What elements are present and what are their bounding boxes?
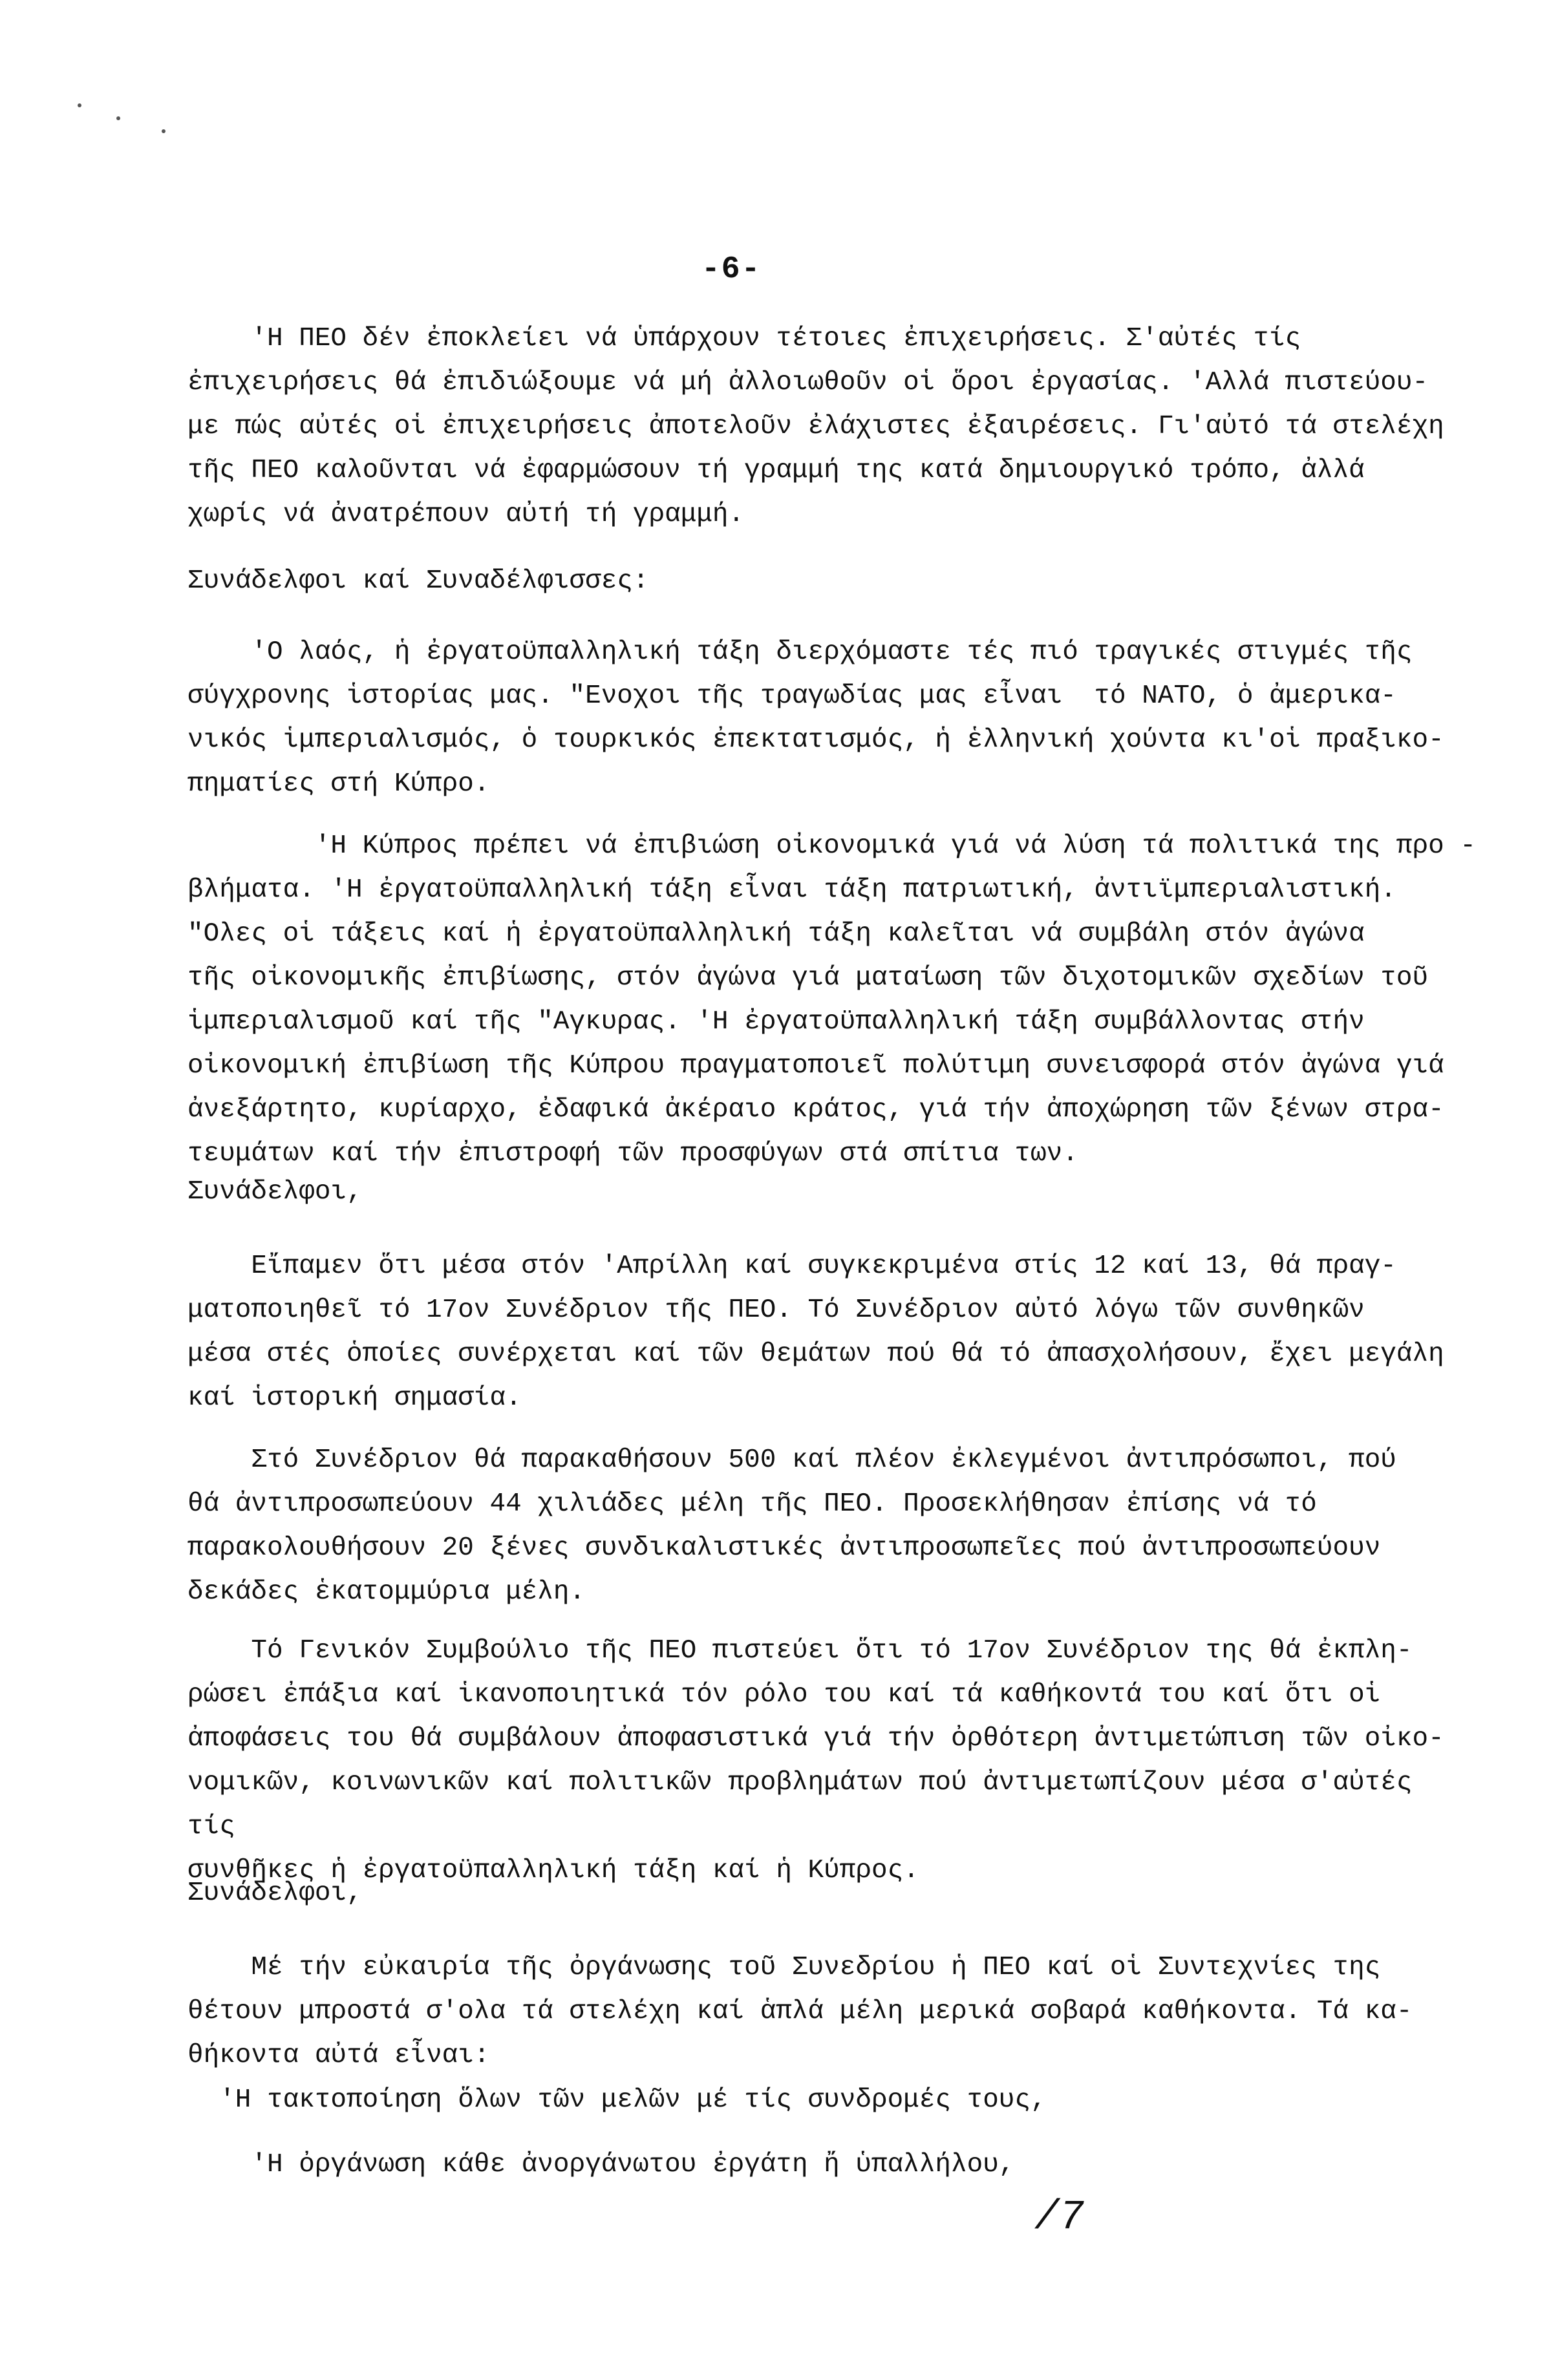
salutation-1 (187, 559, 1468, 603)
text-line: βλήματα. 'Η ἐργατοϋπαλληλική τάξη εἶναι τάξη πατριωτική, ἀντιϊμπεριαλιστική. (187, 875, 1396, 905)
text-line: θά ἀντιπροσωπεύουν 44 χιλιάδες μέλη τῆς ΠΕΟ. Προσεκλήθησαν ἐπίσης νά τό (187, 1489, 1317, 1519)
text-line: "Ολες οἱ τάξεις καί ἡ ἐργατοϋπαλληλική τάξη καλεῖται νά συμβάλη στόν ἀγώνα (187, 919, 1365, 949)
text-line: ματοποιηθεῖ τό 17ον Συνέδριον τῆς ΠΕΟ. Τό Συνέδριον αὐτό λόγω τῶν συνθηκῶν (187, 1295, 1365, 1325)
text-line: μέσα στές ὁποίες συνέρχεται καί τῶν θεμάτων πού θά τό ἀπασχολήσουν, ἔχει μεγάλη (187, 1339, 1444, 1369)
text-line: Τό Γενικόν Συμβούλιο τῆς ΠΕΟ πιστεύει ὅτι τό 17ον Συνέδριον της θά ἐκπλη- (187, 1636, 1413, 1666)
paragraph-economic-survival (187, 824, 1476, 1176)
text-line: Μέ τήν εὐκαιρία τῆς ὀργάνωσης τοῦ Συνεδρίου ἡ ΠΕΟ καί οἱ Συντεχνίες της (187, 1953, 1381, 1982)
text-line: τευμάτων καί τήν ἐπιστροφή τῶν προσφύγων στά σπίτια των. (187, 1139, 1078, 1169)
text-line: νομικῶν, κοινωνικῶν καί πολιτικῶν προβλημάτων πού ἀντιμετωπίζουν μέσα σ'αὐτές τίς (187, 1768, 1413, 1842)
text-line: ἀποφάσεις του θά συμβάλουν ἀποφασιστικά γιά τήν ὀρθότερη ἀντιμετώπιση τῶν οἰκο- (187, 1724, 1444, 1754)
text-line: θέτουν μπροστά σ'ολα τά στελέχη καί ἁπλά μέλη μερικά σοβαρά καθήκοντα. Τά κα- (187, 1997, 1413, 2026)
paragraph-exceptions (187, 317, 1468, 537)
text-line: οἰκονομική ἐπιβίωση τῆς Κύπρου πραγματοποιεῖ πολύτιμη συνεισφορά στόν ἀγώνα γιά (187, 1051, 1444, 1081)
text-line: καί ἱστορική σημασία. (187, 1383, 522, 1413)
text-line: χωρίς νά ἀνατρέπουν αὐτή τή γραμμή. (187, 500, 745, 529)
paragraph-duties (187, 1946, 1468, 2077)
text-line: παρακολουθήσουν 20 ξένες συνδικαλιστικές ἀντιπροσωπεῖες πού ἀντιπροσωπεύουν (187, 1533, 1381, 1563)
text-line: ἐπιχειρήσεις θά ἐπιδιώξουμε νά μή ἀλλοιωθοῦν οἱ ὅροι ἐργασίας. 'Αλλά πιστεύου- (187, 368, 1429, 398)
text-line: Συνάδελφοι καί Συναδέλφισσες: (187, 566, 649, 596)
text-line: Στό Συνέδριον θά παρακαθήσουν 500 καί πλέον ἐκλεγμένοι ἀντιπρόσωποι, πού (187, 1445, 1396, 1475)
paragraph-delegates (187, 1438, 1468, 1614)
text-line: τῆς οἰκονομικῆς ἐπιβίωσης, στόν ἀγώνα γιά ματαίωση τῶν διχοτομικῶν σχεδίων τοῦ (187, 963, 1429, 993)
text-line: θήκοντα αὐτά εἶναι: (187, 2041, 490, 2070)
next-page-marker: /7 (1034, 2194, 1084, 2241)
page-number: -6- (701, 252, 762, 287)
text-line: ρώσει ἐπάξια καί ἱκανοποιητικά τόν ρόλο του καί τά καθήκοντά του καί ὅτι οἱ (187, 1680, 1381, 1710)
text-line: ἀνεξάρτητο, κυρίαρχο, ἐδαφικά ἀκέραιο κράτος, γιά τήν ἀποχώρηση τῶν ξένων στρα- (187, 1095, 1444, 1125)
paragraph-general-council (187, 1629, 1468, 1893)
text-line: 'Η ΠΕΟ δέν ἐποκλείει νά ὑπάρχουν τέτοιες ἐπιχειρήσεις. Σ'αὐτές τίς (187, 324, 1301, 354)
scan-speck (78, 103, 81, 107)
text-line: Εἴπαμεν ὅτι μέσα στόν 'Απρίλλη καί συγκεκριμένα στίς 12 καί 13, θά πραγ- (187, 1251, 1396, 1281)
text-line: σύγχρονης ἱστορίας μας. "Ενοχοι τῆς τραγωδίας μας εἶναι τό ΝΑΤΟ, ὁ ἀμερικα- (187, 681, 1396, 711)
text-line: ἱμπεριαλισμοῦ καί τῆς "Αγκυρας. 'Η ἐργατοϋπαλληλική τάξη συμβάλλοντας στήν (187, 1007, 1365, 1037)
text-line: 'Η Κύπρος πρέπει νά ἐπιβιώση οἰκονομικά γιά νά λύση τά πολιτικά της προ - (187, 831, 1476, 861)
salutation-2 (187, 1170, 1468, 1214)
duty-item-2 (187, 2143, 1468, 2187)
text-line: Συνάδελφοι, (187, 1177, 363, 1207)
scan-speck (162, 129, 166, 133)
paragraph-tragic-moments (187, 630, 1468, 806)
paragraph-congress-date (187, 1244, 1468, 1420)
text-line: Συνάδελφοι, (187, 1878, 363, 1908)
duty-item-1 (187, 2078, 1468, 2122)
salutation-3 (187, 1871, 1468, 1915)
text-line: 'Η ὀργάνωση κάθε ἀνοργάνωτου ἐργάτη ἤ ὑπαλλήλου, (187, 2150, 1015, 2180)
text-line: 'Η τακτοποίηση ὅλων τῶν μελῶν μέ τίς συνδρομές τους, (187, 2085, 1047, 2115)
text-line: δεκάδες ἑκατομμύρια μέλη. (187, 1577, 586, 1607)
text-line: νικός ἱμπεριαλισμός, ὁ τουρκικός ἐπεκτατισμός, ἡ ἑλληνική χούντα κι'οἱ πραξικο- (187, 725, 1444, 755)
text-line: 'Ο λαός, ἡ ἐργατοϋπαλληλική τάξη διερχόμαστε τές πιό τραγικές στιγμές τῆς (187, 637, 1413, 667)
text-line: με πώς αὐτές οἱ ἐπιχειρήσεις ἀποτελοῦν ἐλάχιστες ἐξαιρέσεις. Γι'αὐτό τά στελέχη (187, 412, 1444, 441)
text-line: συνθῆκες ἡ ἐργατοϋπαλληλική τάξη καί ἡ Κύπρος. (187, 1856, 919, 1886)
text-line: πηματίες στή Κύπρο. (187, 769, 490, 799)
text-line: τῆς ΠΕΟ καλοῦνται νά ἐφαρμώσουν τή γραμμή της κατά δημιουργικό τρόπο, ἀλλά (187, 456, 1365, 485)
scan-speck (116, 116, 120, 120)
